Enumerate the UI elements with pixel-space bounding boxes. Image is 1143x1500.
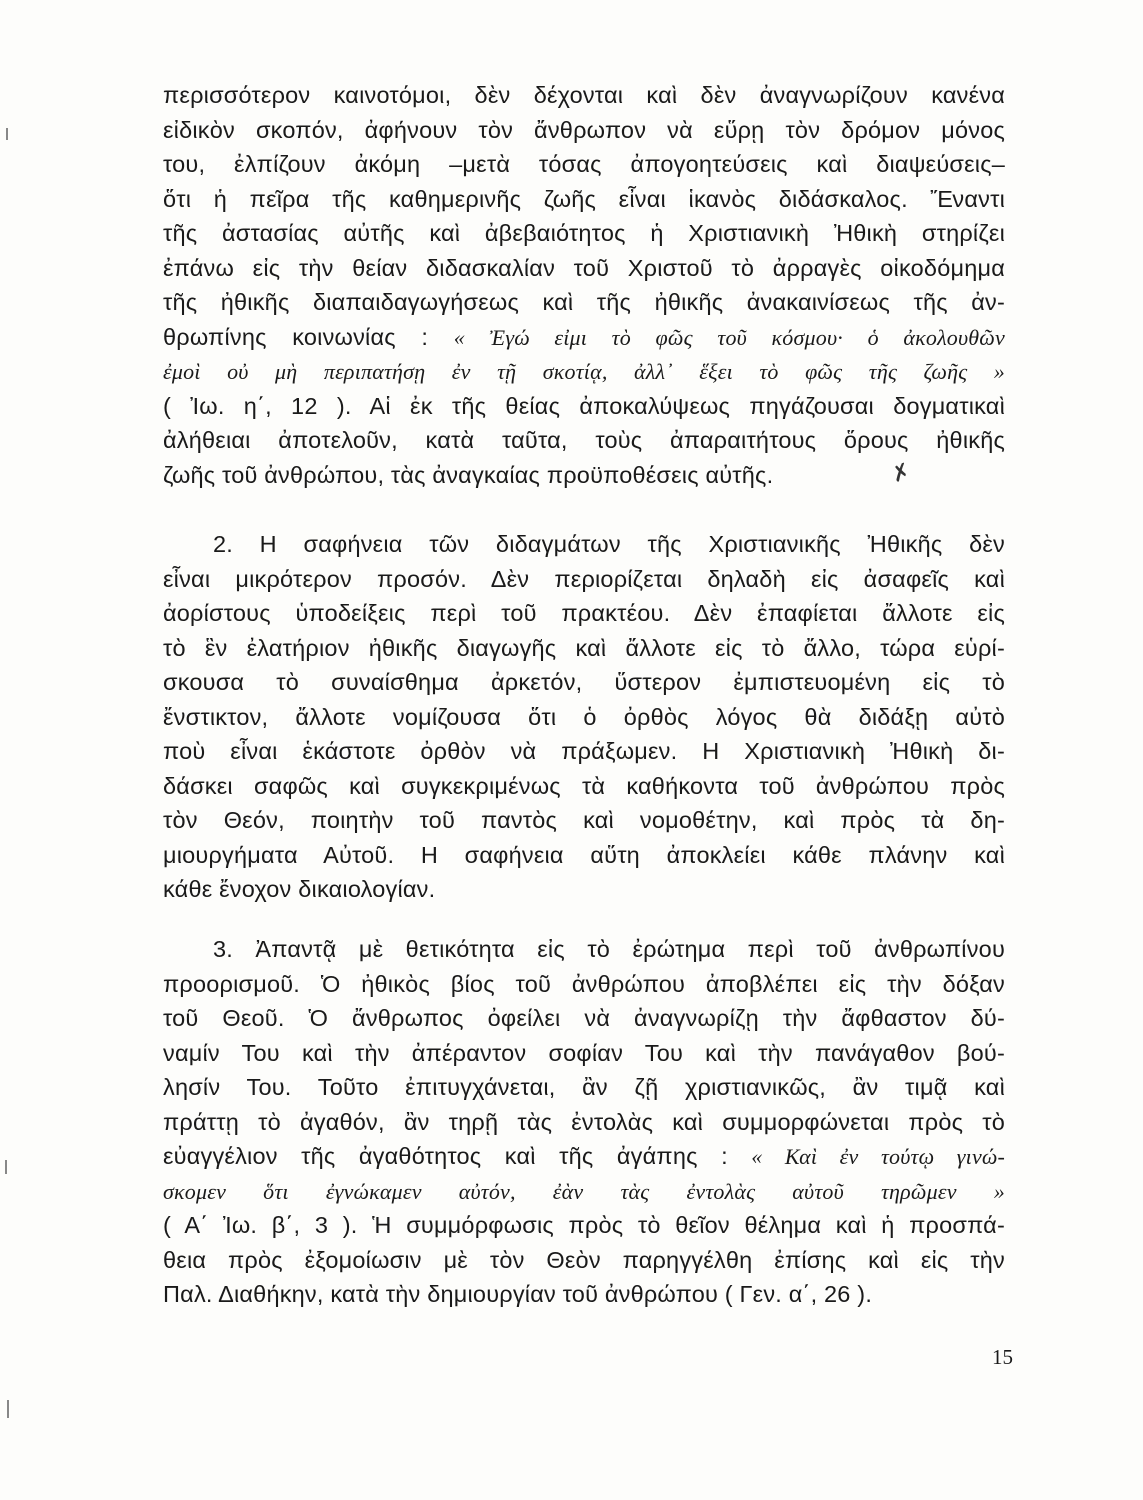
line-text: θρωπίνης κοινωνίας : bbox=[163, 323, 429, 350]
text-line bbox=[163, 354, 1005, 389]
text-line: πράττῃ τὸ ἀγαθόν, ἂν τηρῇ τὰς ἐντολὰς καὶ συμμορφώνεται πρὸς τὸ bbox=[163, 1108, 1005, 1135]
paragraph-3 bbox=[163, 932, 1005, 1312]
text-line bbox=[163, 1139, 1005, 1174]
scripture-quote: σκομεν ὅτι ἐγνώκαμεν αὐτόν, ἐὰν τὰς ἐντολὰς αὐτοῦ τηρῶμεν » bbox=[163, 1178, 1005, 1204]
text-line: θεια πρὸς ἐξομοίωσιν μὲ τὸν Θεὸν παρηγγέλθη ἐπίσης καὶ εἰς τὴν bbox=[163, 1246, 1005, 1273]
text-line: τοῦ Θεοῦ. Ὁ ἄνθρωπος ὀφείλει νὰ ἀναγνωρίζῃ τὴν ἄφθαστον δύ- bbox=[163, 1005, 1005, 1031]
text-line: κάθε ἔνοχον δικαιολογίαν. bbox=[163, 876, 436, 902]
text-line: σκουσα τὸ συναίσθημα ἀρκετόν, ὕστερον ἐμπιστευομένη εἰς τὸ bbox=[163, 669, 1005, 695]
text-line: δάσκει σαφῶς καὶ συγκεκριμένως τὰ καθήκοντα τοῦ ἀνθρώπου πρὸς bbox=[163, 772, 1005, 799]
text-line: Παλ. Διαθήκην, κατὰ τὴν δημιουργίαν τοῦ ἀνθρώπου ( Γεν. α΄, 26 ). bbox=[163, 1281, 873, 1307]
text-line: τῆς ἠθικῆς διαπαιδαγωγήσεως καὶ τῆς ἠθικῆς ἀνακαινίσεως τῆς ἀν- bbox=[163, 289, 1005, 315]
text-line: τὸ ἓν ἐλατήριον ἠθικῆς διαγωγῆς καὶ ἄλλοτε εἰς τὸ ἄλλο, τώρα εὑρί- bbox=[163, 634, 1005, 661]
text-line: ἀορίστους ὑποδείξεις περὶ τοῦ πρακτέου. Δὲν ἐπαφίεται ἄλλοτε εἰς bbox=[163, 600, 1005, 626]
line-text: εὐαγγέλιον τῆς ἀγαθότητος καὶ τῆς ἀγάπης : bbox=[163, 1143, 728, 1169]
margin-mark bbox=[6, 128, 8, 140]
text-line: ( Ἰω. η΄, 12 ). Αἱ ἐκ τῆς θείας ἀποκαλύψεως πηγάζουσαι δογματικαὶ bbox=[163, 392, 1005, 419]
text-line: ἐπάνω εἰς τὴν θείαν διδασκαλίαν τοῦ Χριστοῦ τὸ ἀρραγὲς οἰκοδόμημα bbox=[163, 254, 1005, 281]
text-line: του, ἐλπίζουν ἀκόμη –μετὰ τόσας ἀπογοητεύσεις καὶ διαψεύσεις– bbox=[163, 151, 1005, 177]
text-line: ζωῆς τοῦ ἀνθρώπου, τὰς ἀναγκαίας προϋποθέσεις αὐτῆς. bbox=[163, 461, 774, 488]
margin-mark bbox=[5, 1160, 7, 1174]
text-line: τὸν Θεόν, ποιητὴν τοῦ παντὸς καὶ νομοθέτην, καὶ πρὸς τὰ δη- bbox=[163, 807, 1005, 833]
text-line: 3. Ἀπαντᾷ μὲ θετικότητα εἰς τὸ ἐρώτημα περὶ τοῦ ἀνθρωπίνου bbox=[213, 936, 1005, 962]
text-line: 2. Η σαφήνεια τῶν διδαγμάτων τῆς Χριστιανικῆς Ἠθικῆς δὲν bbox=[213, 531, 1005, 557]
text-line: προορισμοῦ. Ὁ ἠθικὸς βίος τοῦ ἀνθρώπου ἀποβλέπει εἰς τὴν δόξαν bbox=[163, 970, 1005, 997]
page-number: 15 bbox=[992, 1345, 1013, 1369]
handwritten-mark: ✗ bbox=[888, 458, 915, 489]
text-line: εἰδικὸν σκοπόν, ἀφήνουν τὸν ἄνθρωπον νὰ εὕρῃ τὸν δρόμον μόνος bbox=[163, 116, 1005, 143]
text-line: ἀλήθειαι ἀποτελοῦν, κατὰ ταῦτα, τοὺς ἀπαραιτήτους ὅρους ἠθικῆς bbox=[163, 427, 1005, 453]
paragraph-1 bbox=[163, 78, 1005, 492]
text-line: λησίν Του. Τοῦτο ἐπιτυγχάνεται, ἂν ζῇ χριστιανικῶς, ἂν τιμᾷ καὶ bbox=[163, 1074, 1005, 1100]
scripture-quote: « Καὶ ἐν τούτῳ γινώ- bbox=[751, 1144, 1005, 1169]
text-line: περισσότερον καινοτόμοι, δὲν δέχονται καὶ δὲν ἀναγνωρίζουν κανένα bbox=[163, 82, 1005, 108]
text-line: εἶναι μικρότερον προσόν. Δὲν περιορίζεται δηλαδὴ εἰς ἀσαφεῖς καὶ bbox=[163, 565, 1005, 592]
text-line: τῆς ἀστασίας αὐτῆς καὶ ἀβεβαιότητος ἡ Χριστιανικὴ Ἠθικὴ στηρίζει bbox=[163, 220, 1005, 246]
scripture-quote: ἐμοὶ οὐ μὴ περιπατήσῃ ἐν τῇ σκοτίᾳ, ἀλλ᾽ ἕξει τὸ φῶς τῆς ζωῆς » bbox=[163, 359, 1005, 384]
text-line: ἔνστικτον, ἄλλοτε νομίζουσα ὅτι ὁ ὀρθὸς λόγος θὰ διδάξῃ αὐτὸ bbox=[163, 703, 1005, 730]
paragraph-2 bbox=[163, 527, 1005, 907]
text-line: ναμίν Του καὶ τὴν ἀπέραντον σοφίαν Του καὶ τὴν πανάγαθον βού- bbox=[163, 1039, 1005, 1066]
text-line bbox=[163, 1174, 1005, 1209]
text-line: ποὺ εἶναι ἑκάστοτε ὀρθὸν νὰ πράξωμεν. Η Χριστιανικὴ Ἠθικὴ δι- bbox=[163, 738, 1005, 764]
text-line: ( Α΄ Ἰω. β΄, 3 ). Ἡ συμμόρφωσις πρὸς τὸ θεῖον θέλημα καὶ ἡ προσπά- bbox=[163, 1212, 1005, 1238]
scripture-quote: « Ἐγώ εἰμι τὸ φῶς τοῦ κόσμου· ὁ ἀκολουθῶν bbox=[453, 324, 1005, 350]
margin-mark bbox=[7, 1400, 9, 1418]
text-line bbox=[163, 320, 1005, 355]
text-line: μιουργήματα Αὐτοῦ. Η σαφήνεια αὕτη ἀποκλείει κάθε πλάνην καὶ bbox=[163, 841, 1005, 868]
text-line: ὅτι ἡ πεῖρα τῆς καθημερινῆς ζωῆς εἶναι ἱκανὸς διδάσκαλος. Ἔναντι bbox=[163, 185, 1005, 212]
